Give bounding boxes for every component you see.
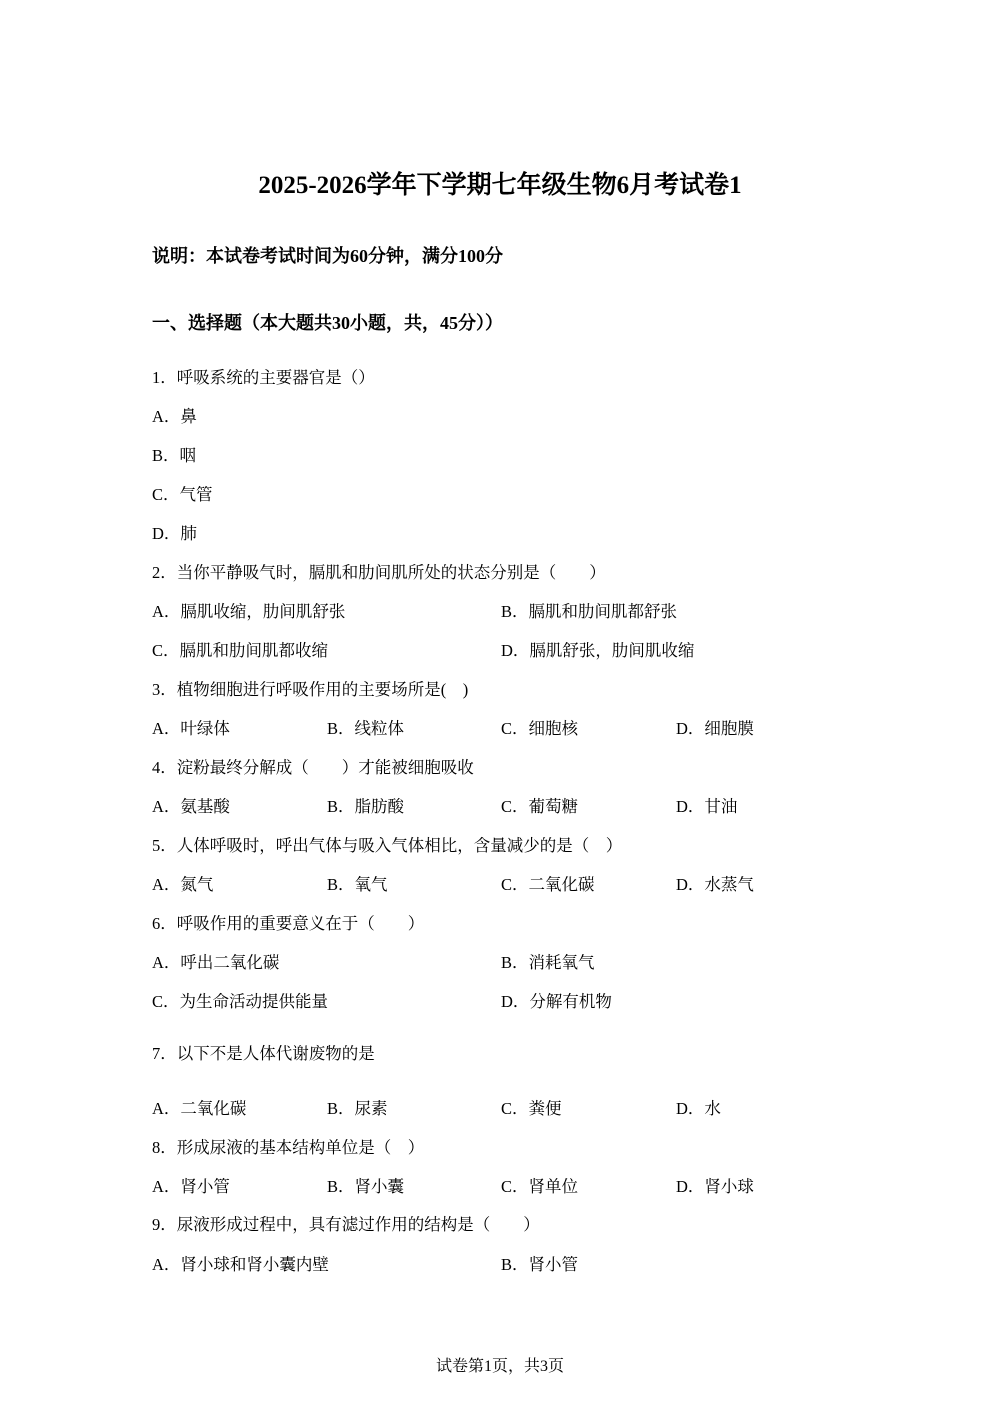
- question-8-stem: 8．形成尿液的基本结构单位是（ ）: [152, 1138, 425, 1157]
- question-9-option-b: B．肾小管: [501, 1255, 579, 1274]
- question-1-option-b: B．咽: [152, 446, 197, 465]
- question-2-option-c: C．膈肌和肋间肌都收缩: [152, 641, 329, 660]
- question-4-option-c: C．葡萄糖: [501, 797, 579, 816]
- question-3-option-d: D．细胞膜: [676, 719, 754, 738]
- question-7-stem: 7．以下不是人体代谢废物的是: [152, 1044, 375, 1063]
- question-3-stem: 3．植物细胞进行呼吸作用的主要场所是( ): [152, 680, 469, 699]
- question-6-option-c: C．为生命活动提供能量: [152, 992, 329, 1011]
- question-2-option-d: D．膈肌舒张，肋间肌收缩: [501, 641, 695, 660]
- question-4-option-b: B．脂肪酸: [327, 797, 405, 816]
- question-6-option-a: A．呼出二氧化碳: [152, 953, 280, 972]
- question-5-option-a: A．氮气: [152, 875, 214, 894]
- question-4-option-d: D．甘油: [676, 797, 738, 816]
- question-4-option-a: A．氨基酸: [152, 797, 230, 816]
- question-1-option-a: A．鼻: [152, 407, 197, 426]
- exam-note: 说明：本试卷考试时间为60分钟，满分100分: [152, 246, 503, 266]
- question-3-option-c: C．细胞核: [501, 719, 579, 738]
- question-3-option-a: A．叶绿体: [152, 719, 230, 738]
- question-8-option-a: A．肾小管: [152, 1177, 230, 1196]
- question-5-option-d: D．水蒸气: [676, 875, 754, 894]
- section-heading: 一、选择题（本大题共30小题，共，45分））: [152, 313, 503, 333]
- question-7-option-c: C．粪便: [501, 1099, 562, 1118]
- question-1-stem: 1．呼吸系统的主要器官是（）: [152, 368, 375, 387]
- question-2-option-a: A．膈肌收缩，肋间肌舒张: [152, 602, 346, 621]
- question-6-option-d: D．分解有机物: [501, 992, 612, 1011]
- question-8-option-c: C．肾单位: [501, 1177, 579, 1196]
- question-8-option-d: D．肾小球: [676, 1177, 754, 1196]
- question-9-stem: 9．尿液形成过程中，具有滤过作用的结构是（ ）: [152, 1215, 540, 1234]
- question-5-option-c: C．二氧化碳: [501, 875, 595, 894]
- question-2-stem: 2．当你平静吸气时，膈肌和肋间肌所处的状态分别是（ ）: [152, 563, 606, 582]
- page-footer: 试卷第1页，共3页: [435, 1358, 564, 1375]
- question-1-option-c: C．气管: [152, 485, 213, 504]
- question-6-stem: 6．呼吸作用的重要意义在于（ ）: [152, 914, 425, 933]
- question-5-stem: 5．人体呼吸时，呼出气体与吸入气体相比，含量减少的是（ ）: [152, 836, 623, 855]
- question-1-option-d: D．肺: [152, 524, 197, 543]
- question-4-stem: 4．淀粉最终分解成（ ）才能被细胞吸收: [152, 758, 474, 777]
- question-5-option-b: B．氧气: [327, 875, 388, 894]
- question-3-option-b: B．线粒体: [327, 719, 405, 738]
- question-9-option-a: A．肾小球和肾小囊内壁: [152, 1255, 329, 1274]
- question-6-option-b: B．消耗氧气: [501, 953, 595, 972]
- question-7-option-a: A．二氧化碳: [152, 1099, 247, 1118]
- question-7-option-d: D．水: [676, 1099, 721, 1118]
- exam-title: 2025-2026学年下学期七年级生物6月考试卷1: [258, 172, 742, 199]
- question-2-option-b: B．膈肌和肋间肌都舒张: [501, 602, 678, 621]
- question-7-option-b: B．尿素: [327, 1099, 388, 1118]
- question-8-option-b: B．肾小囊: [327, 1177, 405, 1196]
